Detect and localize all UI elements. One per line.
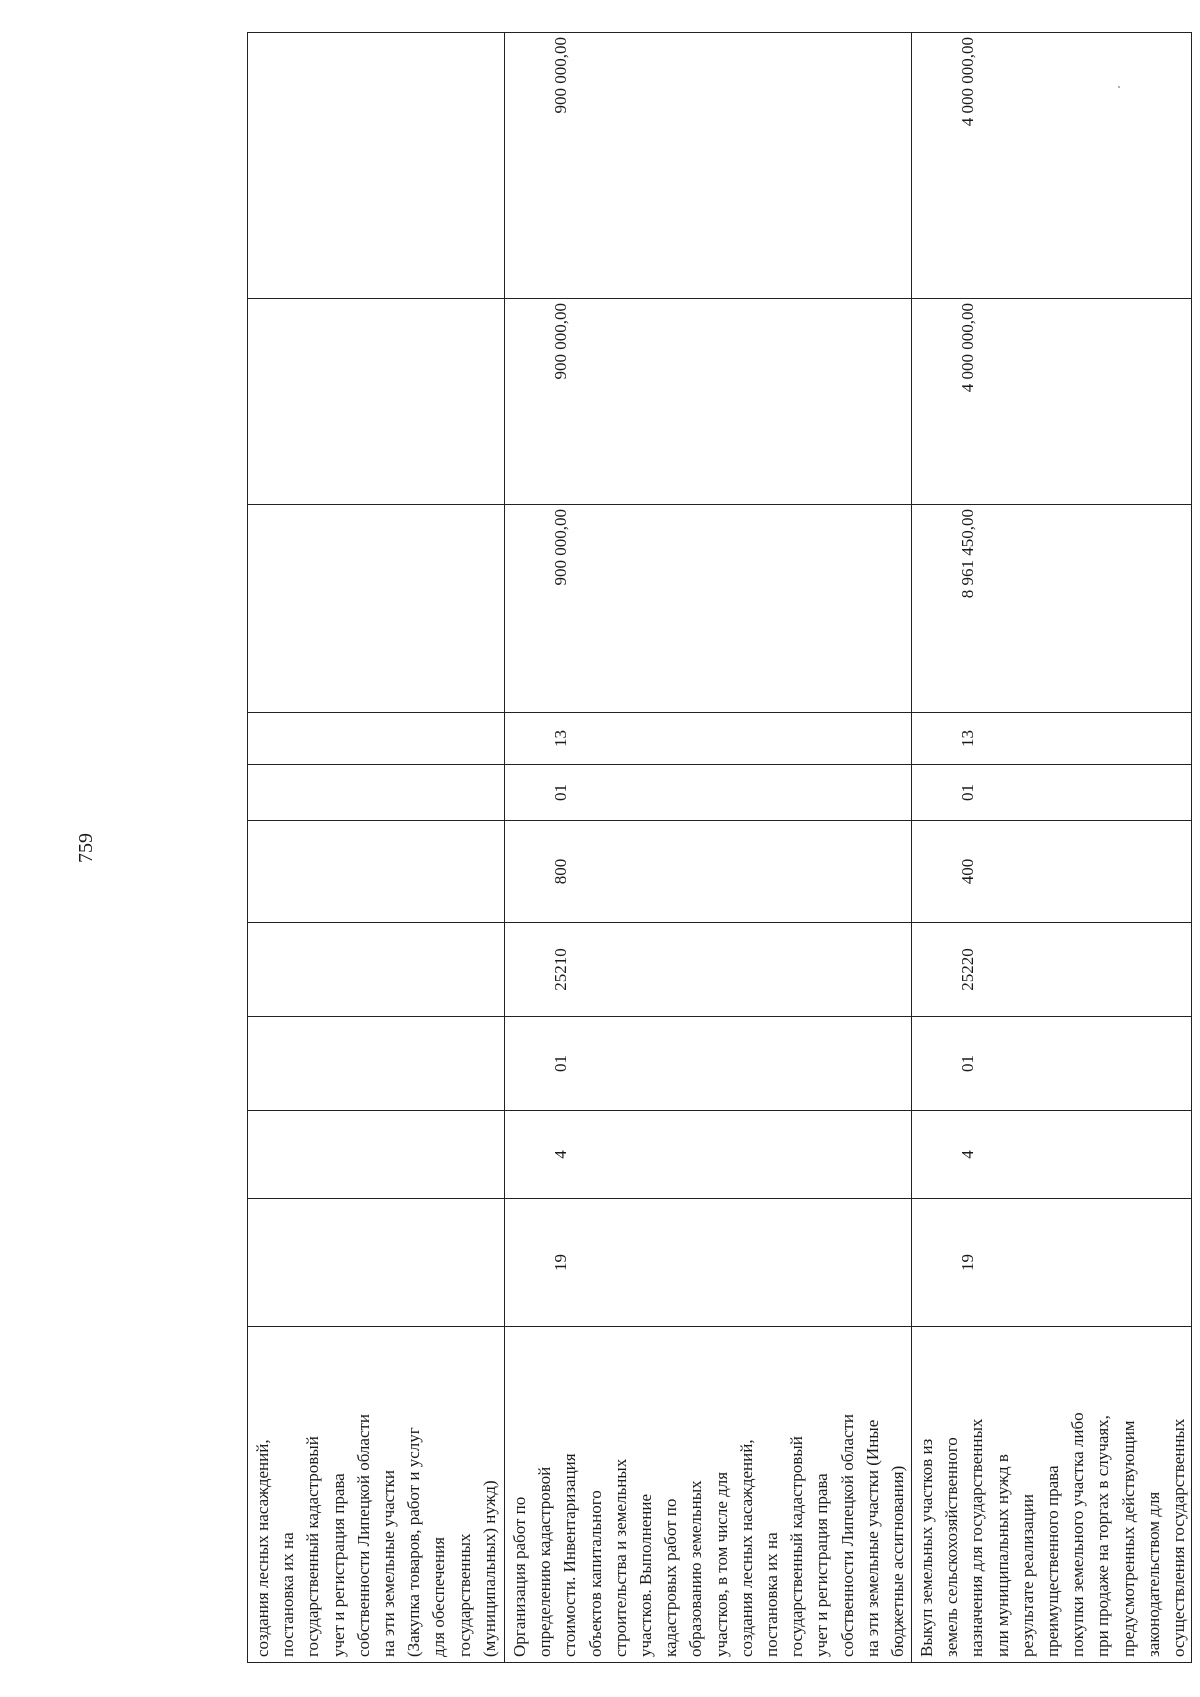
cell-code-3 — [248, 1017, 505, 1111]
cell-amount-3 — [248, 33, 505, 299]
cell-code-5: 400 — [912, 821, 1192, 923]
table-row — [248, 33, 505, 1663]
cell-code-2: 4 — [505, 1111, 912, 1199]
table-row — [505, 33, 912, 1663]
table-row — [912, 33, 1192, 1663]
row-description: Организация работ по определению кадастровой стоимости. Инвентаризация объектов капитального строительства и земельных участков. Выполнение кадастровых работ по образованию земельных участков, в том числе для создания лесных насаждений, постановка их на государственный кадастровый учет и регистрация права собственности Липецкой области на эти земельные участки (Иные бюджетные ассигнования) — [505, 1327, 912, 1663]
cell-amount-1: 900 000,00 — [505, 505, 912, 713]
cell-code-3: 01 — [912, 1017, 1192, 1111]
cell-code-5: 800 — [505, 821, 912, 923]
cell-code-6 — [248, 765, 505, 821]
cell-amount-1 — [248, 505, 505, 713]
cell-code-3: 01 — [505, 1017, 912, 1111]
row-description: Выкуп земельных участков из земель сельскохозяйственного назначения для государственных или муниципальных нужд в результате реализации преимущественного права покупки земельного участка либо при продаже на торгах в случаях, предусмотренных действующим законодательством для осуществления государственных — [912, 1327, 1192, 1663]
cell-amount-2: 900 000,00 — [505, 299, 912, 505]
cell-amount-2: 4 000 000,00 — [912, 299, 1192, 505]
row-description: создания лесных насаждений, постановка их на государственный кадастровый учет и регистрация права собственности Липецкой области на эти земельные участки (Закупка товаров, работ и услуг для обеспечения государственных (муниципальных) нужд) — [248, 1327, 505, 1663]
cell-code-1: 19 — [505, 1199, 912, 1327]
page-number: 759 — [75, 833, 97, 863]
cell-code-2: 4 — [912, 1111, 1192, 1199]
cell-amount-3: 900 000,00 — [505, 33, 912, 299]
cell-code-2 — [248, 1111, 505, 1199]
cell-code-7 — [248, 713, 505, 765]
cell-code-4: 25210 — [505, 923, 912, 1017]
cell-amount-2 — [248, 299, 505, 505]
cell-code-6: 01 — [505, 765, 912, 821]
budget-table — [247, 32, 1192, 1663]
cell-code-1 — [248, 1199, 505, 1327]
cell-amount-3: 4 000 000,00 — [912, 33, 1192, 299]
cell-code-5 — [248, 821, 505, 923]
cell-code-4 — [248, 923, 505, 1017]
cell-code-7: 13 — [912, 713, 1192, 765]
cell-code-4: 25220 — [912, 923, 1192, 1017]
cell-code-1: 19 — [912, 1199, 1192, 1327]
rotated-table-wrapper — [247, 33, 1189, 1663]
cell-amount-1: 8 961 450,00 — [912, 505, 1192, 713]
cell-code-6: 01 — [912, 765, 1192, 821]
cell-code-7: 13 — [505, 713, 912, 765]
